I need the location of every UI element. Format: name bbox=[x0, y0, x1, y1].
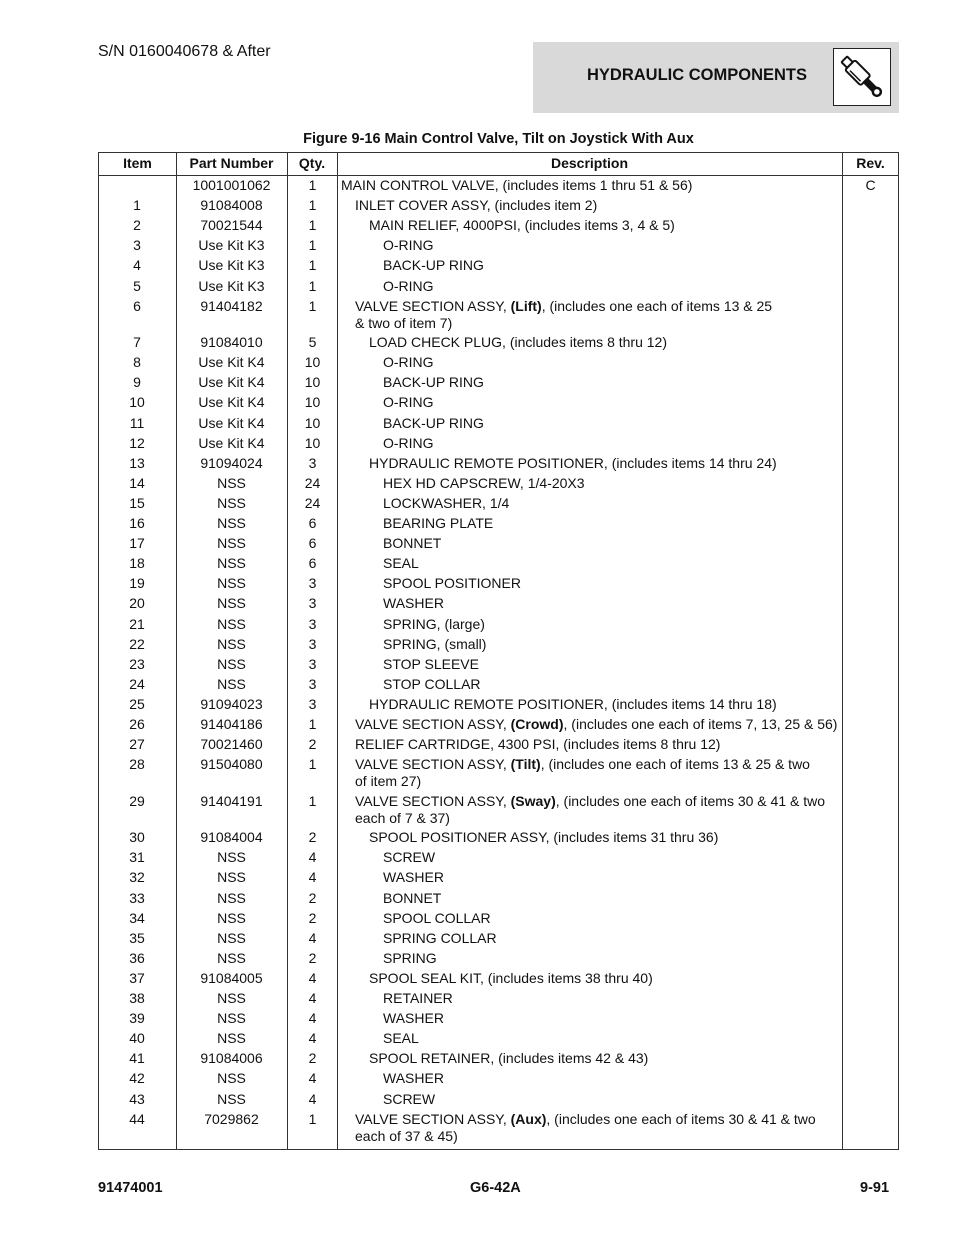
cell-item: 34 bbox=[129, 909, 145, 926]
figure-title: Figure 9-16 Main Control Valve, Tilt on Joystick With Aux bbox=[303, 131, 694, 147]
cell-description: SPRING bbox=[383, 949, 437, 966]
cell-item: 12 bbox=[129, 434, 145, 451]
description-continuation: & two of item 7) bbox=[355, 314, 453, 331]
cell-part-number: 91084004 bbox=[200, 829, 263, 846]
cell-description: SEAL bbox=[383, 1030, 419, 1047]
cell-description: STOP SLEEVE bbox=[383, 655, 479, 672]
cell-description: WASHER bbox=[383, 1010, 444, 1027]
header-item: Item bbox=[123, 155, 152, 171]
cell-description: O-RING bbox=[383, 237, 434, 254]
cell-description: BONNET bbox=[383, 889, 442, 906]
cell-qty: 2 bbox=[308, 949, 317, 966]
cell-description: BACK-UP RING bbox=[383, 414, 484, 431]
cell-part-number: NSS bbox=[217, 494, 246, 511]
cell-item: 18 bbox=[129, 555, 145, 572]
header-part-number: Part Number bbox=[189, 155, 274, 171]
cell-item: 20 bbox=[129, 595, 145, 612]
cell-item: 15 bbox=[129, 494, 145, 511]
cell-part-number: NSS bbox=[217, 1030, 246, 1047]
header-rev: Rev. bbox=[856, 155, 885, 171]
cell-qty: 3 bbox=[308, 595, 317, 612]
cell-description: O-RING bbox=[383, 277, 434, 294]
cell-item: 44 bbox=[129, 1110, 145, 1127]
cell-qty: 4 bbox=[308, 969, 317, 986]
cell-part-number: Use Kit K3 bbox=[198, 277, 265, 294]
description-text: VALVE SECTION ASSY, bbox=[355, 716, 511, 732]
cell-description: BONNET bbox=[383, 535, 442, 552]
cell-item: 39 bbox=[129, 1010, 145, 1027]
cell-description: WASHER bbox=[383, 1070, 444, 1087]
cell-item: 33 bbox=[129, 889, 145, 906]
cell-qty: 1 bbox=[308, 1110, 317, 1127]
cell-qty: 2 bbox=[308, 829, 317, 846]
cell-qty: 1 bbox=[308, 792, 317, 809]
description-section-name: (Aux) bbox=[510, 1110, 547, 1127]
footer-model: G6-42A bbox=[470, 1180, 521, 1196]
cell-description: RELIEF CARTRIDGE, 4300 PSI, (includes items 8 thru 12) bbox=[355, 736, 721, 753]
cell-part-number: Use Kit K4 bbox=[198, 354, 265, 371]
cell-item: 17 bbox=[129, 535, 145, 552]
cell-qty: 4 bbox=[308, 929, 317, 946]
cell-qty: 1 bbox=[308, 297, 317, 314]
cell-description: O-RING bbox=[383, 354, 434, 371]
cell-part-number: NSS bbox=[217, 909, 246, 926]
description-text: , (includes one each of items 7, 13, 25 & 56) bbox=[563, 716, 838, 732]
cell-description: SCREW bbox=[383, 1090, 436, 1107]
cell-part-number: 91404191 bbox=[200, 792, 263, 809]
cell-description bbox=[341, 1111, 855, 1145]
cell-qty: 10 bbox=[304, 374, 321, 391]
cell-part-number: NSS bbox=[217, 929, 246, 946]
cell-item: 23 bbox=[129, 655, 145, 672]
cell-part-number: 1001001062 bbox=[192, 177, 271, 193]
cell-part-number: NSS bbox=[217, 615, 246, 632]
section-title: HYDRAULIC COMPONENTS bbox=[587, 66, 808, 84]
cell-qty: 1 bbox=[308, 257, 317, 274]
cell-part-number: NSS bbox=[217, 635, 246, 652]
cell-description: STOP COLLAR bbox=[383, 675, 481, 692]
cell-description: HYDRAULIC REMOTE POSITIONER, (includes items 14 thru 24) bbox=[369, 454, 777, 471]
cell-part-number: Use Kit K3 bbox=[198, 237, 265, 254]
cell-qty: 10 bbox=[304, 414, 321, 431]
footer-doc-number: 91474001 bbox=[98, 1180, 163, 1196]
cell-qty: 6 bbox=[308, 515, 317, 531]
cell-qty: 4 bbox=[308, 849, 317, 866]
cell-description: INLET COVER ASSY, (includes item 2) bbox=[355, 197, 598, 214]
cell-qty: 4 bbox=[308, 869, 317, 886]
cell-qty: 2 bbox=[308, 909, 317, 926]
cell-part-number: NSS bbox=[217, 515, 246, 531]
cell-item: 32 bbox=[129, 869, 145, 886]
cell-part-number: NSS bbox=[217, 474, 246, 491]
cell-qty: 5 bbox=[308, 334, 317, 351]
cell-description: HYDRAULIC REMOTE POSITIONER, (includes items 14 thru 18) bbox=[369, 695, 777, 712]
cell-part-number: NSS bbox=[217, 1090, 246, 1107]
description-text: VALVE SECTION ASSY, bbox=[355, 1110, 511, 1127]
cell-qty: 4 bbox=[308, 1070, 317, 1087]
cell-part-number: NSS bbox=[217, 949, 246, 966]
cell-description: SCREW bbox=[383, 849, 436, 866]
cell-item: 14 bbox=[129, 474, 145, 491]
cell-description: MAIN RELIEF, 4000PSI, (includes items 3, 4 & 5) bbox=[369, 217, 675, 234]
cell-part-number: Use Kit K4 bbox=[198, 434, 265, 451]
header-qty: Qty. bbox=[298, 155, 326, 171]
description-section-name: (Tilt) bbox=[510, 756, 541, 773]
cell-part-number: NSS bbox=[217, 595, 246, 612]
cell-qty: 1 bbox=[308, 197, 317, 214]
cell-part-number: NSS bbox=[217, 675, 246, 692]
cell-description bbox=[341, 298, 855, 332]
description-text: VALVE SECTION ASSY, bbox=[355, 756, 511, 773]
cell-item: 16 bbox=[129, 515, 145, 531]
cell-qty: 3 bbox=[308, 695, 317, 712]
cell-qty: 3 bbox=[308, 454, 317, 471]
cell-qty: 6 bbox=[308, 535, 317, 552]
cell-item: 31 bbox=[129, 849, 145, 866]
cell-part-number: 91084010 bbox=[200, 334, 263, 351]
cell-item: 10 bbox=[129, 394, 145, 411]
description-text: VALVE SECTION ASSY, bbox=[355, 297, 511, 314]
cell-item: 13 bbox=[129, 454, 145, 471]
cell-part-number: 91094023 bbox=[200, 695, 263, 712]
cell-part-number: Use Kit K4 bbox=[198, 414, 265, 431]
cell-qty: 1 bbox=[308, 237, 317, 254]
cell-description bbox=[341, 756, 855, 790]
cell-qty: 4 bbox=[308, 1090, 317, 1107]
cell-qty: 1 bbox=[308, 177, 317, 193]
cell-description: SEAL bbox=[383, 555, 419, 572]
cell-qty: 2 bbox=[308, 889, 317, 906]
serial-number: S/N 0160040678 & After bbox=[98, 43, 271, 60]
header-description: Description bbox=[550, 155, 628, 171]
cell-description: BACK-UP RING bbox=[383, 374, 484, 391]
cell-qty: 3 bbox=[308, 575, 317, 592]
cell-item: 42 bbox=[129, 1070, 145, 1087]
description-text: VALVE SECTION ASSY, bbox=[355, 792, 511, 809]
cell-part-number: NSS bbox=[217, 990, 246, 1006]
description-text: , (includes one each of items 30 & 41 & two bbox=[555, 792, 826, 809]
hydraulic-cylinder-icon bbox=[833, 48, 891, 106]
cell-qty: 1 bbox=[308, 277, 317, 294]
cell-description: SPRING, (large) bbox=[383, 615, 485, 632]
cell-part-number: NSS bbox=[217, 869, 246, 886]
cell-qty: 2 bbox=[308, 736, 317, 753]
cell-item: 22 bbox=[129, 635, 145, 652]
cell-item: 5 bbox=[133, 277, 141, 294]
cell-part-number: Use Kit K3 bbox=[198, 257, 265, 274]
cell-description: LOAD CHECK PLUG, (includes items 8 thru 12) bbox=[369, 334, 667, 351]
cell-qty: 6 bbox=[308, 555, 317, 572]
cell-qty: 1 bbox=[308, 756, 317, 773]
cell-item: 21 bbox=[129, 615, 145, 632]
cell-item: 36 bbox=[129, 949, 145, 966]
cell-part-number: NSS bbox=[217, 1070, 246, 1087]
description-section-name: (Lift) bbox=[510, 297, 542, 314]
cell-description: RETAINER bbox=[383, 990, 453, 1006]
cell-qty: 10 bbox=[304, 434, 321, 451]
cell-description: LOCKWASHER, 1/4 bbox=[383, 494, 510, 511]
cell-part-number: 91404182 bbox=[200, 297, 263, 314]
cell-description: SPOOL POSITIONER bbox=[383, 575, 521, 592]
cell-description: O-RING bbox=[383, 434, 434, 451]
description-section-name: (Sway) bbox=[510, 792, 556, 809]
cell-qty: 10 bbox=[304, 354, 321, 371]
cell-item: 8 bbox=[133, 354, 141, 371]
cell-part-number: 91084008 bbox=[200, 197, 263, 214]
cell-qty: 1 bbox=[308, 716, 317, 732]
cell-description: O-RING bbox=[383, 394, 434, 411]
cell-item: 7 bbox=[133, 334, 141, 351]
cell-description: SPRING COLLAR bbox=[383, 929, 497, 946]
cell-qty: 24 bbox=[304, 494, 321, 511]
cell-part-number: 70021544 bbox=[200, 217, 263, 234]
cell-item: 41 bbox=[129, 1050, 145, 1067]
cell-item: 6 bbox=[133, 297, 141, 314]
cell-qty: 3 bbox=[308, 655, 317, 672]
cell-description bbox=[341, 793, 855, 827]
cell-part-number: NSS bbox=[217, 889, 246, 906]
cell-description: SPOOL RETAINER, (includes items 42 & 43) bbox=[369, 1050, 649, 1067]
parts-table bbox=[98, 152, 899, 1150]
cell-description: MAIN CONTROL VALVE, (includes items 1 thru 51 & 56) bbox=[341, 177, 693, 193]
cell-part-number: 7029862 bbox=[204, 1110, 259, 1127]
cell-item: 4 bbox=[133, 257, 141, 274]
cell-item: 26 bbox=[129, 716, 145, 732]
cell-part-number: NSS bbox=[217, 575, 246, 592]
cell-item: 27 bbox=[129, 736, 145, 753]
cell-rev: C bbox=[865, 177, 876, 193]
cell-part-number: 91084005 bbox=[200, 969, 263, 986]
cell-qty: 3 bbox=[308, 615, 317, 632]
cell-part-number: NSS bbox=[217, 655, 246, 672]
cell-item: 35 bbox=[129, 929, 145, 946]
section-header bbox=[533, 42, 899, 113]
cell-item: 38 bbox=[129, 990, 145, 1006]
cell-qty: 2 bbox=[308, 1050, 317, 1067]
cell-item: 28 bbox=[129, 756, 145, 773]
cell-part-number: Use Kit K4 bbox=[198, 394, 265, 411]
cell-qty: 3 bbox=[308, 675, 317, 692]
cell-part-number: NSS bbox=[217, 849, 246, 866]
cell-item: 3 bbox=[133, 237, 141, 254]
cell-item: 9 bbox=[133, 374, 141, 391]
cell-description: BACK-UP RING bbox=[383, 257, 484, 274]
cell-qty: 10 bbox=[304, 394, 321, 411]
cell-item: 30 bbox=[129, 829, 145, 846]
cell-description: HEX HD CAPSCREW, 1/4-20X3 bbox=[383, 474, 585, 491]
cell-part-number: 70021460 bbox=[200, 736, 263, 753]
cell-description: SPOOL POSITIONER ASSY, (includes items 31 thru 36) bbox=[369, 829, 719, 846]
cell-item: 29 bbox=[129, 792, 145, 809]
cell-item: 24 bbox=[129, 675, 145, 692]
cell-part-number: 91504080 bbox=[200, 756, 263, 773]
cell-qty: 4 bbox=[308, 1010, 317, 1027]
cell-part-number: NSS bbox=[217, 1010, 246, 1027]
cell-part-number: 91084006 bbox=[200, 1050, 263, 1067]
cell-description: SPRING, (small) bbox=[383, 635, 487, 652]
cell-description: WASHER bbox=[383, 869, 444, 886]
cell-qty: 4 bbox=[308, 1030, 317, 1047]
description-text: , (includes one each of items 13 & 25 bbox=[541, 297, 773, 314]
cell-description: SPOOL SEAL KIT, (includes items 38 thru 40) bbox=[369, 969, 653, 986]
description-section-name: (Crowd) bbox=[510, 716, 564, 732]
cell-item: 43 bbox=[129, 1090, 145, 1107]
description-continuation: of item 27) bbox=[355, 773, 422, 790]
cell-item: 37 bbox=[129, 969, 145, 986]
cell-description: WASHER bbox=[383, 595, 444, 612]
cell-item: 25 bbox=[129, 695, 145, 712]
cell-qty: 1 bbox=[308, 217, 317, 234]
description-continuation: each of 7 & 37) bbox=[355, 809, 450, 826]
cell-description: SPOOL COLLAR bbox=[383, 909, 491, 926]
cell-part-number: Use Kit K4 bbox=[198, 374, 265, 391]
cell-part-number: 91404186 bbox=[200, 716, 263, 732]
cell-item: 2 bbox=[133, 217, 141, 234]
description-text: , (includes one each of items 13 & 25 & two bbox=[540, 756, 810, 773]
footer-page-number: 9-91 bbox=[860, 1180, 890, 1196]
cell-qty: 3 bbox=[308, 635, 317, 652]
cell-item: 40 bbox=[129, 1030, 145, 1047]
cell-description: BEARING PLATE bbox=[383, 515, 494, 531]
cell-item: 19 bbox=[129, 575, 145, 592]
description-text: , (includes one each of items 30 & 41 & two bbox=[546, 1110, 816, 1127]
cell-item: 11 bbox=[129, 414, 145, 431]
cell-part-number: 91094024 bbox=[200, 454, 263, 471]
cell-part-number: NSS bbox=[217, 535, 246, 552]
cell-qty: 24 bbox=[304, 474, 321, 491]
description-continuation: each of 37 & 45) bbox=[355, 1127, 458, 1144]
cell-part-number: NSS bbox=[217, 555, 246, 572]
cell-item: 1 bbox=[133, 197, 141, 214]
cell-qty: 4 bbox=[308, 990, 317, 1006]
cell-description bbox=[341, 716, 855, 733]
